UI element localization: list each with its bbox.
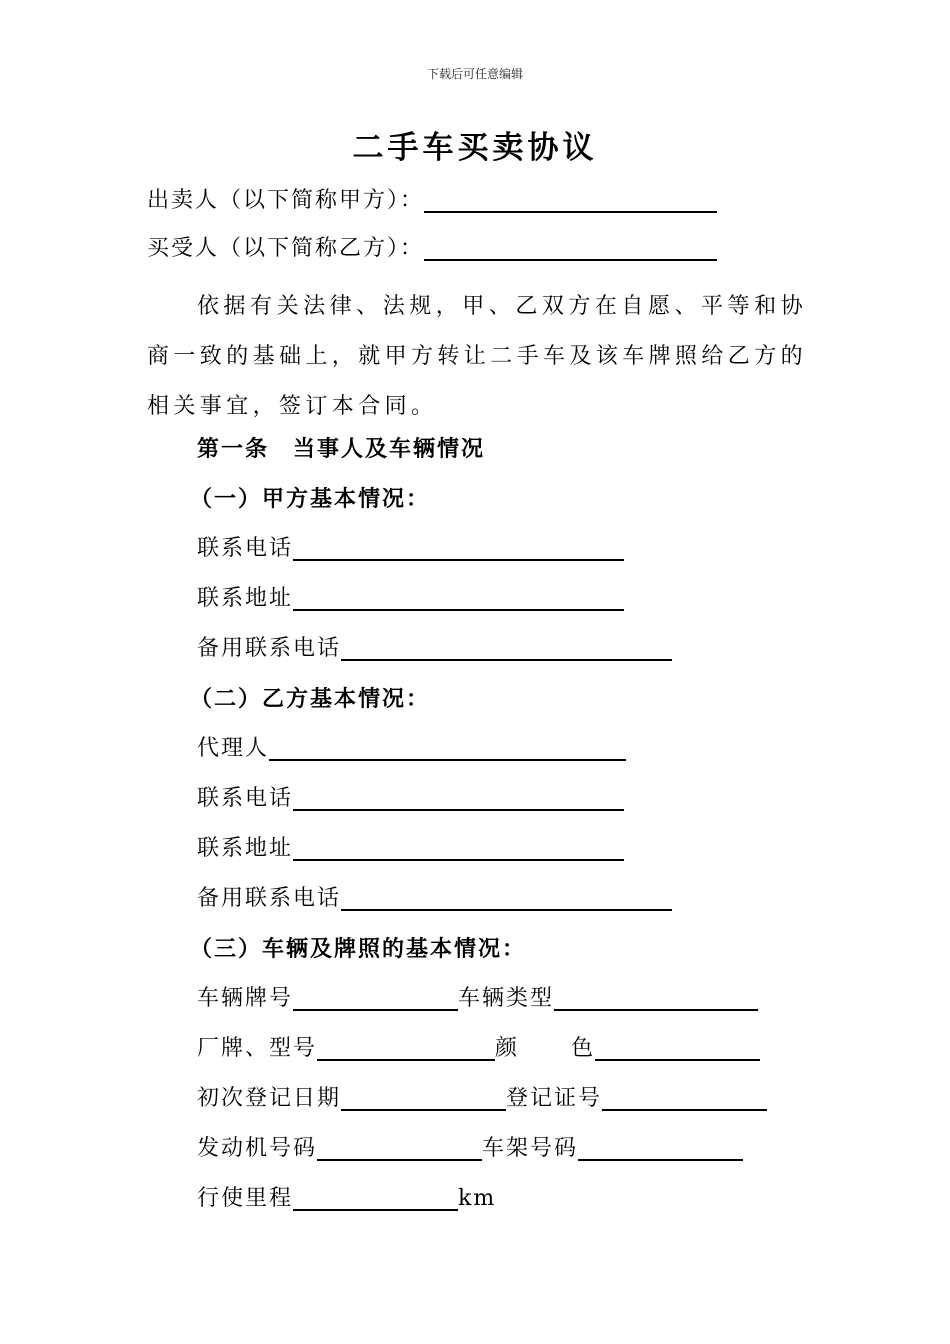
party-b-agent-line [197,732,626,766]
party-b-backup-phone-blank[interactable] [341,882,672,911]
reg-cert-no-label: 登记证号 [506,1086,603,1111]
party-b-agent-blank[interactable] [269,732,626,761]
vehicle-brand-color-line [197,1032,760,1066]
party-b-phone-label: 联系电话 [197,786,294,811]
party-a-phone-line [197,532,624,566]
plate-no-label: 车辆牌号 [197,986,294,1011]
seller-label: 出卖人（以下简称甲方）： [147,188,425,213]
party-a-backup-phone-label: 备用联系电话 [197,636,342,661]
buyer-label: 买受人（以下简称乙方）： [147,236,425,261]
vehicle-mileage-line [197,1182,496,1216]
color-blank[interactable] [595,1032,760,1061]
seller-line [147,184,717,218]
first-reg-date-blank[interactable] [341,1082,506,1111]
brand-model-blank[interactable] [317,1032,495,1061]
party-a-address-line [197,582,624,616]
vehicle-type-blank[interactable] [554,982,758,1011]
party-b-phone-blank[interactable] [293,782,624,811]
buyer-line [147,232,717,266]
article1-heading: 第一条 当事人及车辆情况 [197,436,486,462]
buyer-name-blank[interactable] [424,232,717,261]
document-title: 二手车买卖协议 [352,130,598,166]
page-header: 下载后可任意编辑 [426,67,523,81]
party-b-address-label: 联系地址 [197,836,294,861]
party-b-address-line [197,832,624,866]
frame-no-blank[interactable] [578,1132,743,1161]
party-a-heading: （一）甲方基本情况： [190,486,431,512]
mileage-unit: km [458,1186,497,1211]
engine-no-label: 发动机号码 [197,1136,318,1161]
party-b-backup-phone-line [197,882,672,916]
party-a-address-label: 联系地址 [197,586,294,611]
vehicle-engine-frame-line [197,1132,743,1166]
vehicle-heading: （三）车辆及牌照的基本情况： [190,936,527,962]
party-b-phone-line [197,782,624,816]
party-a-phone-blank[interactable] [293,532,624,561]
party-b-agent-label: 代理人 [197,736,270,761]
vehicle-type-label: 车辆类型 [458,986,555,1011]
mileage-label: 行使里程 [197,1186,294,1211]
plate-no-blank[interactable] [293,982,458,1011]
intro-paragraph: 依据有关法律、法规，甲、乙双方在自愿、平等和协商一致的基础上，就甲方转让二手车及该车牌照给乙方的相关事宜，签订本合同。 [147,294,808,419]
party-b-backup-phone-label: 备用联系电话 [197,886,342,911]
party-b-address-blank[interactable] [293,832,624,861]
seller-name-blank[interactable] [424,184,717,213]
party-a-backup-phone-line [197,632,672,666]
party-a-phone-label: 联系电话 [197,536,294,561]
color-label-b: 色 [571,1036,596,1061]
vehicle-plate-type-line [197,982,758,1016]
color-label-a: 颜 [495,1036,520,1061]
vehicle-registration-line [197,1082,767,1116]
reg-cert-no-blank[interactable] [602,1082,767,1111]
party-a-backup-phone-blank[interactable] [341,632,672,661]
mileage-blank[interactable] [293,1182,458,1211]
first-reg-date-label: 初次登记日期 [197,1086,342,1111]
engine-no-blank[interactable] [317,1132,482,1161]
party-b-heading: （二）乙方基本情况： [190,686,431,712]
party-a-address-blank[interactable] [293,582,624,611]
frame-no-label: 车架号码 [482,1136,579,1161]
brand-model-label: 厂牌、型号 [197,1036,318,1061]
